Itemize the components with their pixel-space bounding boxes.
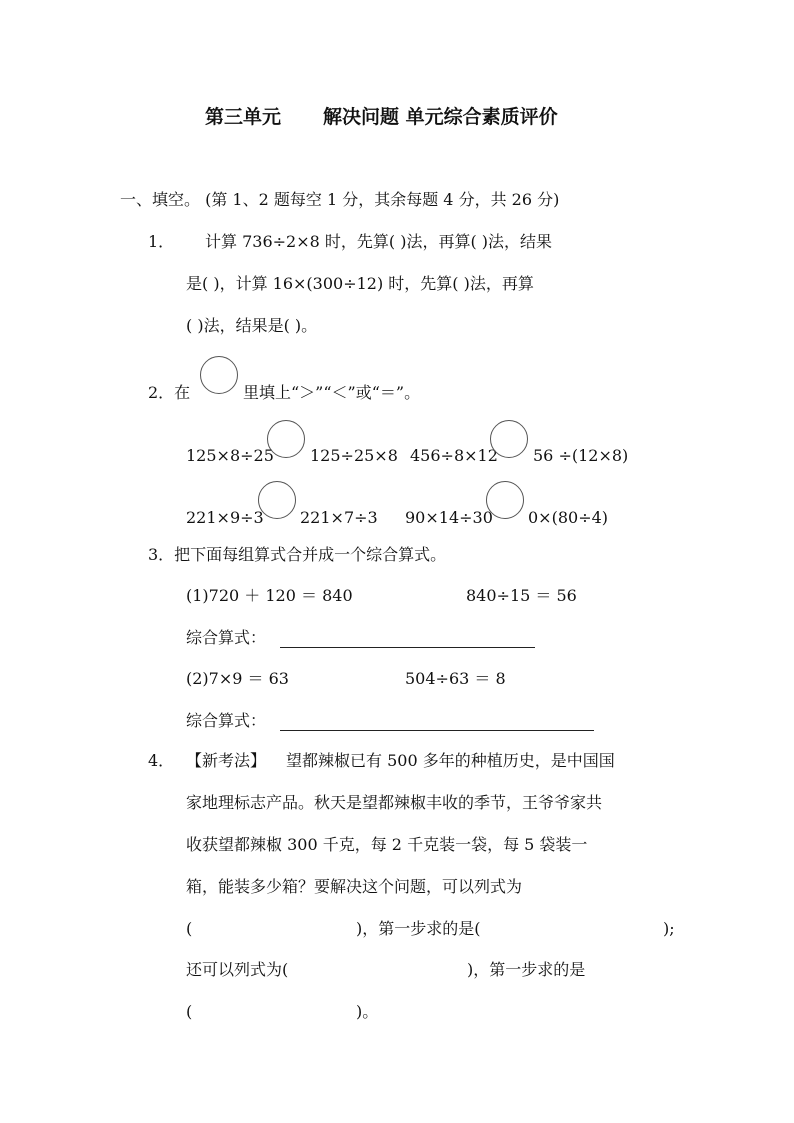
q3-group1-label: 综合算式： xyxy=(186,628,267,647)
page-title-unit: 第三单元 xyxy=(205,106,282,128)
compare-circle-r1a[interactable] xyxy=(267,420,305,458)
q2-r2-a-left: 221×9÷3 xyxy=(186,508,264,527)
q4-line-2: 家地理标志产品。秋天是望都辣椒丰收的季节，王爷爷家共 xyxy=(186,793,603,812)
q4-line-7-open: ( xyxy=(186,1002,193,1021)
q4-line-5-close: ); xyxy=(663,919,675,938)
q3-group2-eq1: (2)7×9 ＝ 63 xyxy=(186,669,289,688)
q2-r1-b-right: 56 ÷(12×8) xyxy=(533,446,629,465)
q4-new-method-tag: 【新考法】 xyxy=(186,751,267,770)
q2-instruction: 里填上“＞”“＜”或“＝”。 xyxy=(243,383,421,402)
q4-line-6-b: )，第一步求的是 xyxy=(467,960,586,979)
compare-circle-r2b[interactable] xyxy=(486,481,524,519)
q3-heading: 3．把下面每组算式合并成一个综合算式。 xyxy=(148,545,447,564)
q3-group1-eq2: 840÷15 ＝ 56 xyxy=(466,586,577,605)
q2-r1-b-left: 456÷8×12 xyxy=(410,446,498,465)
q2-number: 2．在 xyxy=(148,383,191,402)
q1-line-2: 是( )，计算 16×(300÷12) 时，先算( )法，再算 xyxy=(186,274,534,293)
q4-line-5-mid: )，第一步求的是( xyxy=(356,919,481,938)
compare-circle-r1b[interactable] xyxy=(490,420,528,458)
q2-r1-a-left: 125×8÷25 xyxy=(186,446,274,465)
q4-number: 4． xyxy=(148,751,175,770)
q4-line-4: 箱，能装多少箱？要解决这个问题，可以列式为 xyxy=(186,877,523,896)
q4-line-7-close: )。 xyxy=(356,1002,379,1021)
q2-r2-a-right: 221×7÷3 xyxy=(300,508,378,527)
q1-line-1: 计算 736÷2×8 时，先算( )法，再算( )法，结果 xyxy=(205,232,553,251)
q3-group1-answer-line[interactable] xyxy=(280,647,535,648)
q4-line-5-open: ( xyxy=(186,919,193,938)
section-heading: 一、填空。 (第 1、2 题每空 1 分，其余每题 4 分，共 26 分) xyxy=(120,190,560,209)
compare-circle-r2a[interactable] xyxy=(258,481,296,519)
q4-line-3: 收获望都辣椒 300 千克，每 2 千克装一袋，每 5 袋装一 xyxy=(186,835,588,854)
compare-circle-example xyxy=(200,356,238,394)
page-title-topic: 解决问题 单元综合素质评价 xyxy=(323,106,558,128)
q1-line-3: ( )法，结果是( )。 xyxy=(186,316,318,335)
q4-line-6-a: 还可以列式为( xyxy=(186,960,289,979)
q2-r2-b-left: 90×14÷30 xyxy=(405,508,493,527)
q1-number: 1． xyxy=(148,232,175,251)
q2-r1-a-right: 125÷25×8 xyxy=(310,446,398,465)
q3-group2-eq2: 504÷63 ＝ 8 xyxy=(405,669,506,688)
q4-line-1: 望都辣椒已有 500 多年的种植历史，是中国国 xyxy=(286,751,615,770)
q3-group1-eq1: (1)720 ＋ 120 ＝ 840 xyxy=(186,586,353,605)
q3-group2-answer-line[interactable] xyxy=(280,730,594,731)
q2-r2-b-right: 0×(80÷4) xyxy=(528,508,609,527)
q3-group2-label: 综合算式： xyxy=(186,711,267,730)
